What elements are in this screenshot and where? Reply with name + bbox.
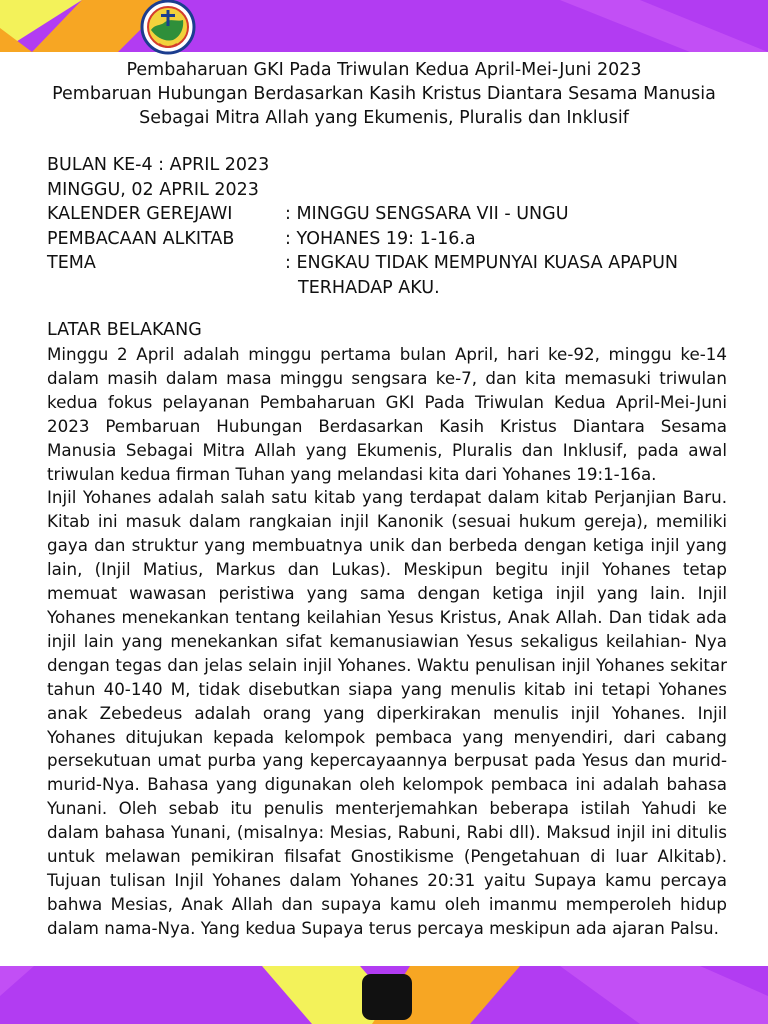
theme-row bbox=[47, 251, 727, 276]
header-line-3: Sebagai Mitra Allah yang Ekumenis, Pluralis dan Inklusif bbox=[139, 108, 629, 128]
month-row bbox=[47, 153, 727, 178]
theme-label: TEMA bbox=[47, 253, 96, 273]
header-line-2: Pembaruan Hubungan Berdasarkan Kasih Kristus Diantara Sesama Manusia bbox=[52, 84, 716, 104]
calendar-label: KALENDER GEREJAWI bbox=[47, 204, 233, 224]
reading-row bbox=[47, 227, 727, 252]
sunday-row bbox=[47, 178, 727, 203]
calendar-value: : MINGGU SENGSARA VII - UNGU bbox=[285, 204, 569, 224]
month-text: BULAN KE-4 : APRIL 2023 bbox=[47, 155, 270, 175]
theme-row-continued bbox=[47, 276, 727, 301]
top-banner bbox=[0, 0, 768, 52]
section-body bbox=[47, 343, 727, 941]
theme-value: : ENGKAU TIDAK MEMPUNYAI KUASA APAPUN bbox=[285, 253, 679, 273]
reading-label: PEMBACAAN ALKITAB bbox=[47, 228, 235, 249]
header-line-1: Pembaharuan GKI Pada Triwulan Kedua April-Mei-Juni 2023 bbox=[126, 60, 642, 80]
section-title: LATAR BELAKANG bbox=[47, 320, 202, 340]
reading-value: : YOHANES 19: 1-16.a bbox=[285, 228, 476, 249]
church-logo-icon bbox=[137, 0, 199, 58]
document-header bbox=[40, 58, 728, 130]
theme-value-continued: TERHADAP AKU. bbox=[298, 277, 440, 298]
bottom-banner bbox=[0, 966, 768, 1024]
calendar-row bbox=[47, 202, 727, 227]
liturgy-info bbox=[47, 153, 727, 300]
paragraph-1: Minggu 2 April adalah minggu pertama bulan April, hari ke-92, minggu ke-14 dalam masih dalam masa minggu sengsara ke-7, dan kita memasuki triwulan kedua fokus pelayanan Pembaharuan GKI Pada Triwulan Kedua April-Mei-Juni 2023 Pembaruan Hubungan Berdasarkan Kasih Kristus Diantara Sesama Manusia Sebagai Mitra Allah yang Ekumenis, Pluralis dan Inklusif, pada awal triwulan kedua firman Tuhan yang melandasi kita dari Yohanes 19:1-16a. bbox=[47, 344, 727, 484]
sunday-text: MINGGU, 02 APRIL 2023 bbox=[47, 179, 259, 200]
paragraph-2: Injil Yohanes adalah salah satu kitab yang terdapat dalam kitab Perjanjian Baru. Kitab ini masuk dalam rangkaian injil Kanonik (sesuai hukum gereja), memiliki gaya dan struktur yang membuatnya unik dan berbeda dengan ketiga injil yang lain, (Injil Matius, Markus dan Lukas). Meskipun begitu injil Yohanes tetap memuat wawasan peristiwa yang sama dengan ketiga injil yang lain. Injil Yohanes menekankan tentang keilahian Yesus Kristus, Anak Allah. Dan tidak ada injil lain yang menekankan sifat kemanusiawian Yesus sekaligus keilahian- Nya dengan tegas dan jelas selain injil Yohanes. Waktu penulisan injil Yohanes sekitar tahun 40-140 M, tidak disebutkan siapa yang menulis kitab ini tetapi Yohanes anak Zebedeus adalah orang yang diperkirakan menulis injil Yohanes. Injil Yohanes ditujukan kepada kelompok pembaca yang menyendiri, dari cabang persekutuan umat purba yang kepercayaannya berpusat pada Yesus dan murid-murid-Nya. Bahasa yang digunakan oleh kelompok pembaca ini adalah bahasa Yunani. Oleh sebab itu penulis menterjemahkan beberapa istilah Yahudi ke dalam bahasa Yunani, (misalnya: Mesias, Rabuni, Rabi dll). Maksud injil ini ditulis untuk melawan pemikiran filsafat Gnostikisme (Pengetahuan di luar Alkitab). Tujuan tulisan Injil Yohanes dalam Yohanes 20:31 yaitu Supaya kamu percaya bahwa Mesias, Anak Allah dan supaya kamu oleh imanmu memperoleh hidup dalam nama-Nya. Yang kedua Supaya terus percaya meskipun ada ajaran Palsu. bbox=[47, 487, 727, 938]
